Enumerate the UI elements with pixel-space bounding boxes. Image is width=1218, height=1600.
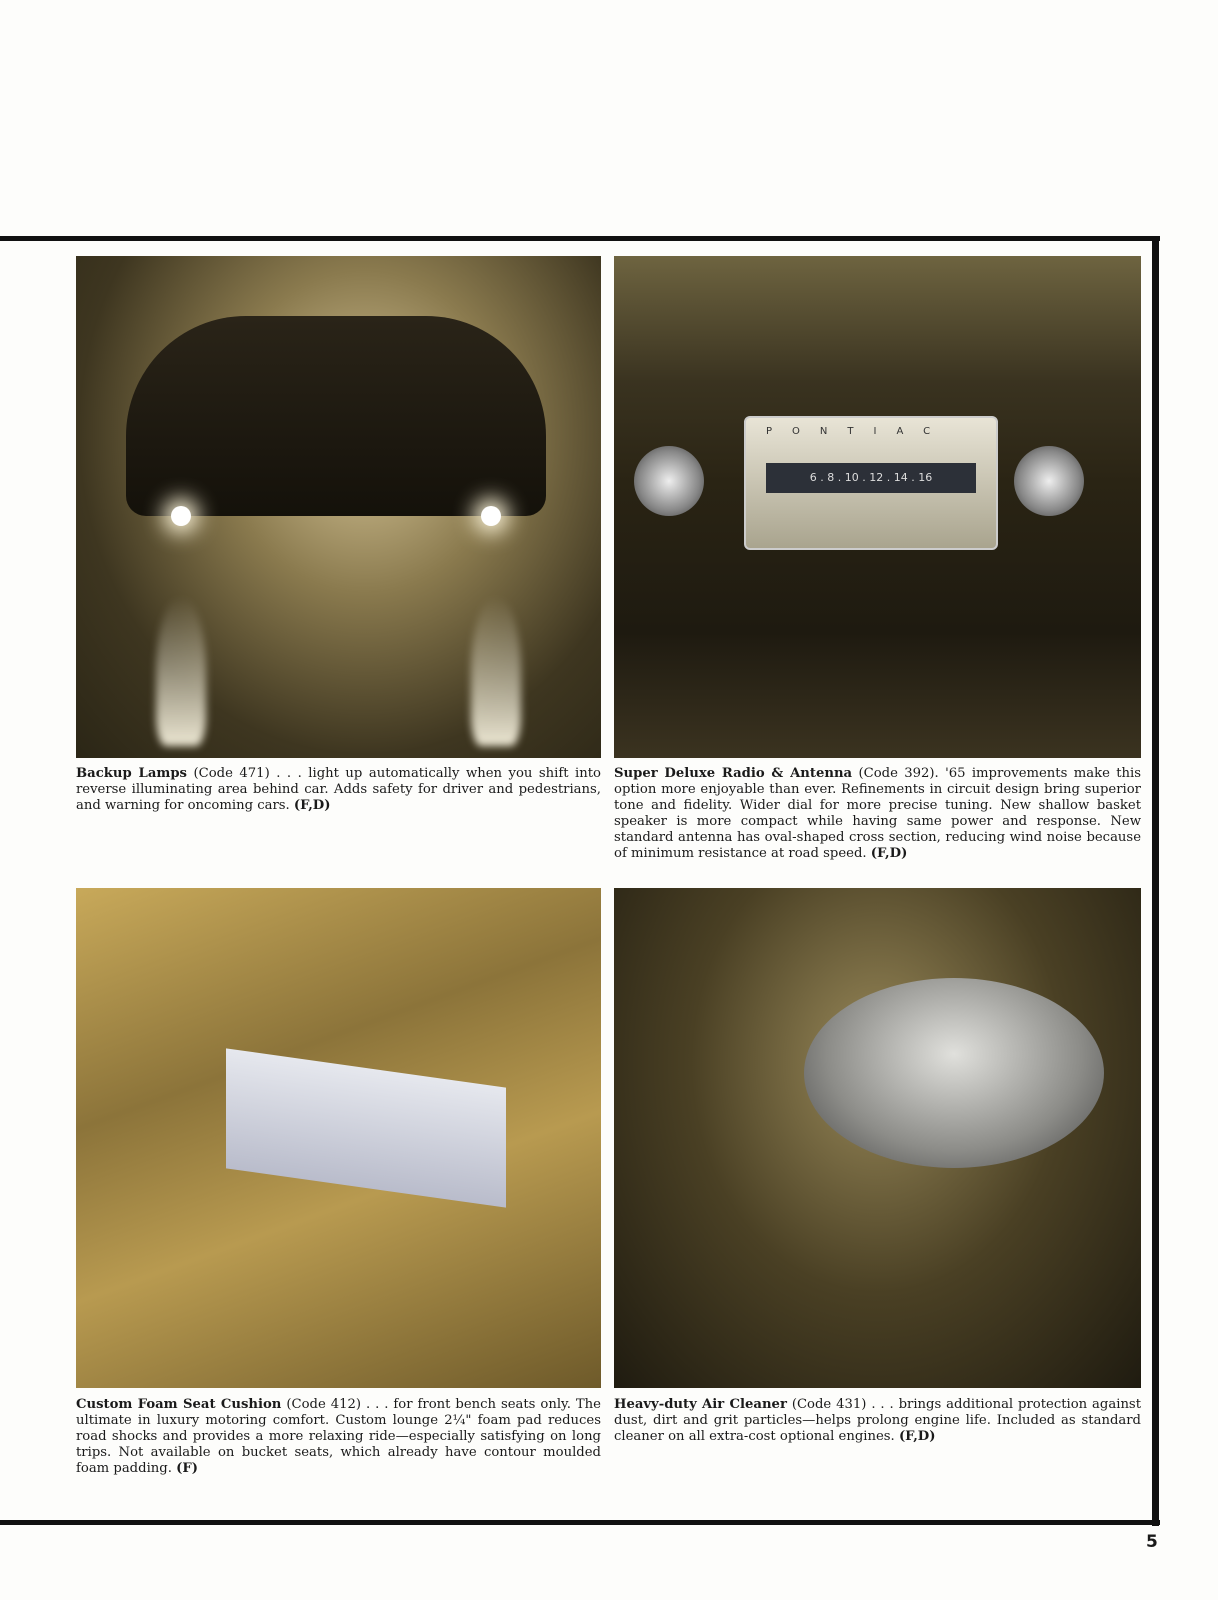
caption-text: '65 improvements make this option more enjoyable than ever. Refinements in circuit design bring superior tone and fidelity. Wider dial for more precise tuning. New shallow basket speaker is more compact while having same power and response. New standard antenna has oval-shaped cross section, reducing wind noise because of minimum resistance at road speed.: [614, 766, 1141, 861]
frame-border-right: [1152, 236, 1159, 1526]
car-rear-silhouette: [126, 316, 546, 516]
radio-unit: [744, 416, 998, 550]
air-cleaner-photo: [614, 888, 1141, 1388]
radio-knob-right: [1014, 446, 1084, 516]
caption-models: (F,D): [293, 798, 331, 813]
backup-lamp-left: [171, 506, 191, 526]
caption-radio: [614, 766, 1141, 862]
backup-lamp-right: [481, 506, 501, 526]
caption-models: (F,D): [898, 1429, 936, 1444]
radio-brand: PONTIAC: [766, 426, 951, 437]
radio-dial: 6 . 8 . 10 . 12 . 14 . 16: [766, 463, 976, 493]
light-beam-left: [156, 596, 206, 746]
frame-border-bottom: [0, 1520, 1160, 1525]
backup-lamps-photo: [76, 256, 601, 758]
caption-title: Backup Lamps: [76, 766, 187, 781]
light-beam-right: [471, 596, 521, 746]
caption-text: . . . for front bench seats only. The ultimate in luxury motoring comfort. Custom lounge 2¼" foam pad reduces road shocks and provides a more relaxing ride—especially satisfying on long trips. Not available on bucket seats, which already have contour moulded foam padding.: [76, 1397, 601, 1476]
caption-text: . . . light up automatically when you shift into reverse illuminating area behind car. Adds safety for driver and pedestrians, and warning for oncoming cars.: [76, 766, 601, 813]
caption-title: Custom Foam Seat Cushion: [76, 1397, 282, 1412]
caption-code: (Code 431): [791, 1397, 867, 1412]
radio-knob-left: [634, 446, 704, 516]
caption-code: (Code 471): [193, 766, 270, 781]
frame-border-top: [0, 236, 1160, 241]
caption-code: (Code 392).: [858, 766, 939, 781]
caption-code: (Code 412): [286, 1397, 362, 1412]
seat-cushion-photo: [76, 888, 601, 1388]
caption-backup-lamps: [76, 766, 601, 814]
caption-seat-cushion: [76, 1397, 601, 1477]
caption-title: Super Deluxe Radio & Antenna: [614, 766, 853, 781]
caption-models: (F): [176, 1461, 198, 1476]
foam-cushion-cutaway: [226, 1048, 506, 1207]
caption-text: . . . brings additional protection against dust, dirt and grit particles—helps prolong engine life. Included as standard cleaner on all extra-cost optional engines.: [614, 1397, 1142, 1444]
page-number: 5: [1146, 1532, 1158, 1552]
radio-photo: [614, 256, 1141, 758]
caption-title: Heavy-duty Air Cleaner: [614, 1397, 787, 1412]
air-cleaner: [804, 978, 1104, 1168]
caption-air-cleaner: [614, 1397, 1141, 1445]
caption-models: (F,D): [870, 846, 908, 861]
